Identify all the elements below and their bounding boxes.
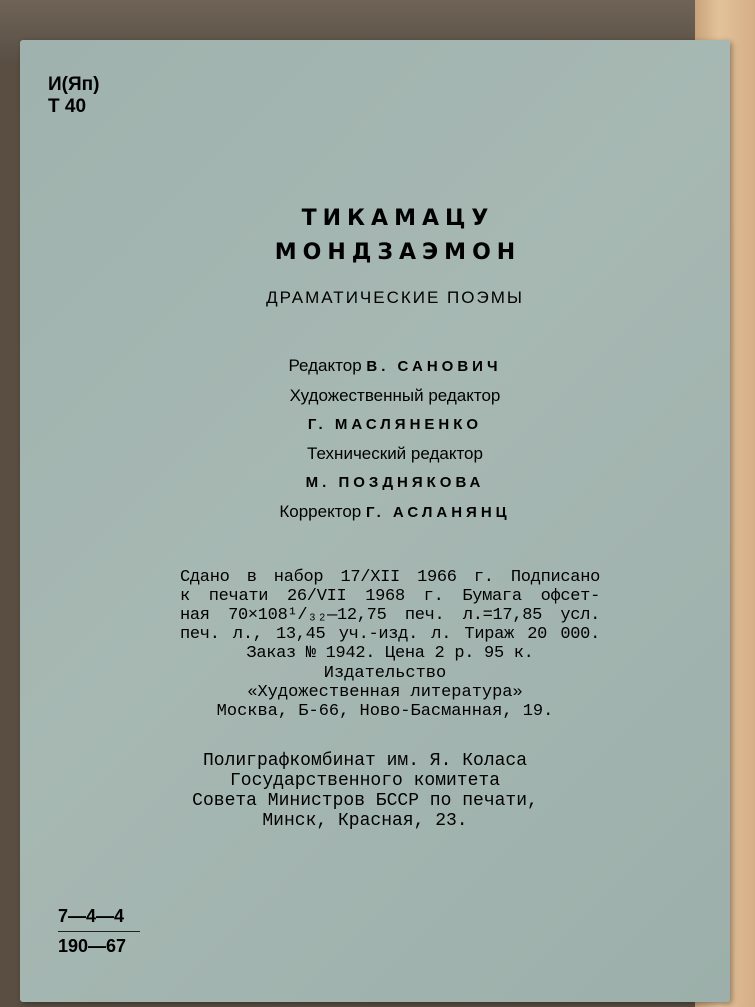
art-editor-label: Художественный редактор: [289, 386, 501, 405]
credit-tech-editor-name-row: [40, 472, 750, 492]
author-name-line1: ТИКАМАЦУ: [301, 206, 495, 231]
credit-art-editor-name-row: [40, 414, 750, 434]
shelf-code-line2: Т 40: [48, 96, 87, 117]
printer-line: Полиграфкомбинат им. Я. Коласа: [202, 751, 528, 771]
tech-editor-name: М. ПОЗДНЯКОВА: [305, 474, 485, 491]
imprint-line: Заказ № 1942. Цена 2 р. 95 к.: [246, 644, 534, 663]
credit-editor: [40, 356, 750, 376]
book-subtitle: ДРАМАТИЧЕСКИЕ ПОЭМЫ: [266, 288, 524, 307]
printer-line: Государственного комитета: [229, 771, 501, 791]
shelf-code-line1: И(Яп): [48, 74, 100, 95]
printer-info: [10, 751, 720, 831]
catalog-code-top: 7—4—4: [58, 906, 125, 926]
shelf-code: [48, 74, 99, 118]
imprint-details: [180, 568, 600, 663]
proofreader-name: Г. АСЛАНЯНЦ: [365, 504, 511, 521]
editor-label: Редактор: [288, 356, 362, 375]
art-editor-name: Г. МАСЛЯНЕНКО: [307, 416, 483, 433]
credit-proofreader: [40, 502, 750, 522]
publisher-line: «Художественная литература»: [247, 683, 523, 702]
code-divider: [58, 931, 140, 932]
catalog-code-bottom: 190—67: [58, 936, 127, 956]
editor-name: В. САНОВИЧ: [366, 358, 502, 375]
publisher-info: [30, 664, 740, 721]
printer-line: Совета Министров БССР по печати,: [192, 791, 538, 811]
publisher-line: Москва, Б-66, Ново-Басманная, 19.: [216, 702, 554, 721]
imprint-line: печ. л., 13,45 уч.-изд. л. Тираж 20 000.: [180, 625, 600, 644]
author-name-line2: МОНДЗАЭМОН: [274, 240, 522, 265]
proofreader-label: Корректор: [279, 502, 362, 521]
publisher-line: Издательство: [323, 664, 447, 683]
printer-line: Минск, Красная, 23.: [262, 811, 468, 831]
tech-editor-label: Технический редактор: [307, 444, 483, 463]
imprint-line: ная 70×108¹/₃₂—12,75 печ. л.=17,85 усл.: [180, 606, 600, 625]
imprint-line: Сдано в набор 17/XII 1966 г. Подписано: [180, 568, 600, 587]
catalog-codes: [58, 906, 140, 957]
imprint-line: к печати 26/VII 1968 г. Бумага офсет-: [180, 587, 600, 606]
